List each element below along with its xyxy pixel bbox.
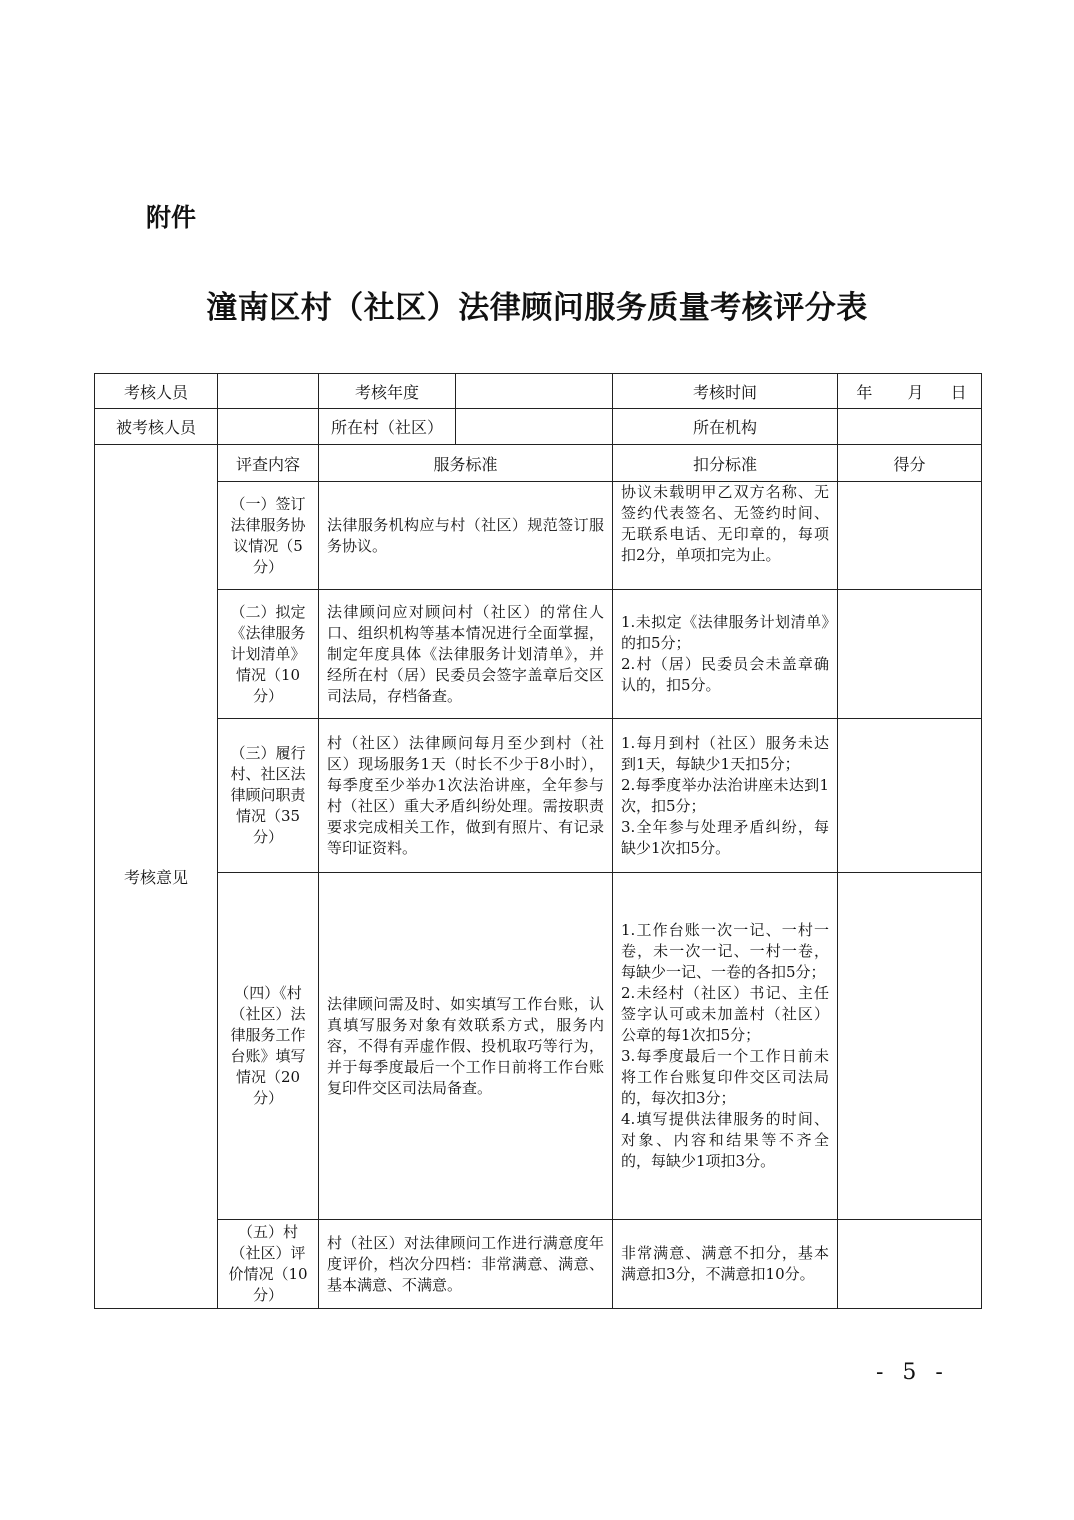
row-standard: 法律顾问需及时、如实填写工作台账，认真填写服务对象有效联系方式，服务内容，不得有弄虚作假、投机取巧等行为，并于每季度最后一个工作日前将工作台账复印件交区司法局备查。 (319, 873, 613, 1220)
reviewer-label: 考核人员 (95, 374, 218, 409)
row-score[interactable] (838, 590, 982, 719)
col-score: 得分 (838, 445, 982, 482)
year-value[interactable] (456, 374, 613, 409)
year-label: 考核年度 (319, 374, 456, 409)
header-row-2 (95, 409, 982, 445)
time-year-unit: 年 (856, 382, 873, 402)
row-deduction: 协议未载明甲乙双方名称、无签约代表签名、无签约时间、无联系电话、无印章的，每项扣2分，单项扣完为止。 (613, 482, 838, 590)
row-score[interactable] (838, 719, 982, 873)
table-row (95, 1220, 982, 1309)
reviewee-value[interactable] (218, 409, 319, 445)
col-deduction: 扣分标准 (613, 445, 838, 482)
table-row (95, 590, 982, 719)
time-value[interactable] (838, 374, 982, 409)
row-deduction: 1.工作台账一次一记、一村一卷，未一次一记、一村一卷，每缺少一记、一卷的各扣5分； 2.未经村（社区）书记、主任签字认可或未加盖村（社区）公章的每1次扣5分； 3.每季度最后一个工作日前未将工作台账复印件交区司法局的，每次扣3分； 4.填写提供法律服务的时间、对象、内容和结果等不齐全的，每缺少1项扣3分。 (613, 873, 838, 1220)
time-label: 考核时间 (613, 374, 838, 409)
row-score[interactable] (838, 482, 982, 590)
row-category: （四）《村（社区）法律服务工作台账》填写情况（20分） (218, 873, 319, 1220)
table-row (95, 719, 982, 873)
col-content: 评查内容 (218, 445, 319, 482)
column-header-row (95, 445, 982, 482)
opinion-label: 考核意见 (95, 445, 218, 1309)
time-month-unit: 月 (907, 382, 924, 402)
row-category: （一）签订法律服务协议情况（5分） (218, 482, 319, 590)
table-row (95, 482, 982, 590)
header-row-1 (95, 374, 982, 409)
col-standard: 服务标准 (319, 445, 613, 482)
row-deduction: 1.未拟定《法律服务计划清单》的扣5分； 2.村（居）民委员会未盖章确认的，扣5分。 (613, 590, 838, 719)
row-category: （三）履行村、社区法律顾问职责情况（35分） (218, 719, 319, 873)
row-deduction: 1.每月到村（社区）服务未达到1天，每缺少1天扣5分； 2.每季度举办法治讲座未达到1次，扣5分； 3.全年参与处理矛盾纠纷，每缺少1次扣5分。 (613, 719, 838, 873)
row-standard: 村（社区）对法律顾问工作进行满意度年度评价，档次分四档：非常满意、满意、基本满意、不满意。 (319, 1220, 613, 1309)
time-day-unit: 日 (950, 382, 967, 402)
row-standard: 村（社区）法律顾问每月至少到村（社区）现场服务1天（时长不少于8小时），每季度至少举办1次法治讲座，全年参与村（社区）重大矛盾纠纷处理。需按职责要求完成相关工作，做到有照片、有记录等印证资料。 (319, 719, 613, 873)
village-value[interactable] (456, 409, 613, 445)
table-row (95, 873, 982, 1220)
org-value[interactable] (838, 409, 982, 445)
attachment-label: 附件 (146, 203, 197, 232)
evaluation-table (94, 373, 982, 1309)
village-label: 所在村（社区） (319, 409, 456, 445)
reviewee-label: 被考核人员 (95, 409, 218, 445)
row-deduction: 非常满意、满意不扣分，基本满意扣3分，不满意扣10分。 (613, 1220, 838, 1309)
page-number: - 5 - (876, 1360, 949, 1385)
row-score[interactable] (838, 1220, 982, 1309)
row-score[interactable] (838, 873, 982, 1220)
row-category: （五）村（社区）评价情况（10分） (218, 1220, 319, 1309)
row-category: （二）拟定《法律服务计划清单》情况（10分） (218, 590, 319, 719)
org-label: 所在机构 (613, 409, 838, 445)
row-standard: 法律服务机构应与村（社区）规范签订服务协议。 (319, 482, 613, 590)
row-standard: 法律顾问应对顾问村（社区）的常住人口、组织机构等基本情况进行全面掌握，制定年度具体《法律服务计划清单》，并经所在村（居）民委员会签字盖章后交区司法局，存档备查。 (319, 590, 613, 719)
reviewer-value[interactable] (218, 374, 319, 409)
document-title: 潼南区村（社区）法律顾问服务质量考核评分表 (206, 290, 868, 326)
